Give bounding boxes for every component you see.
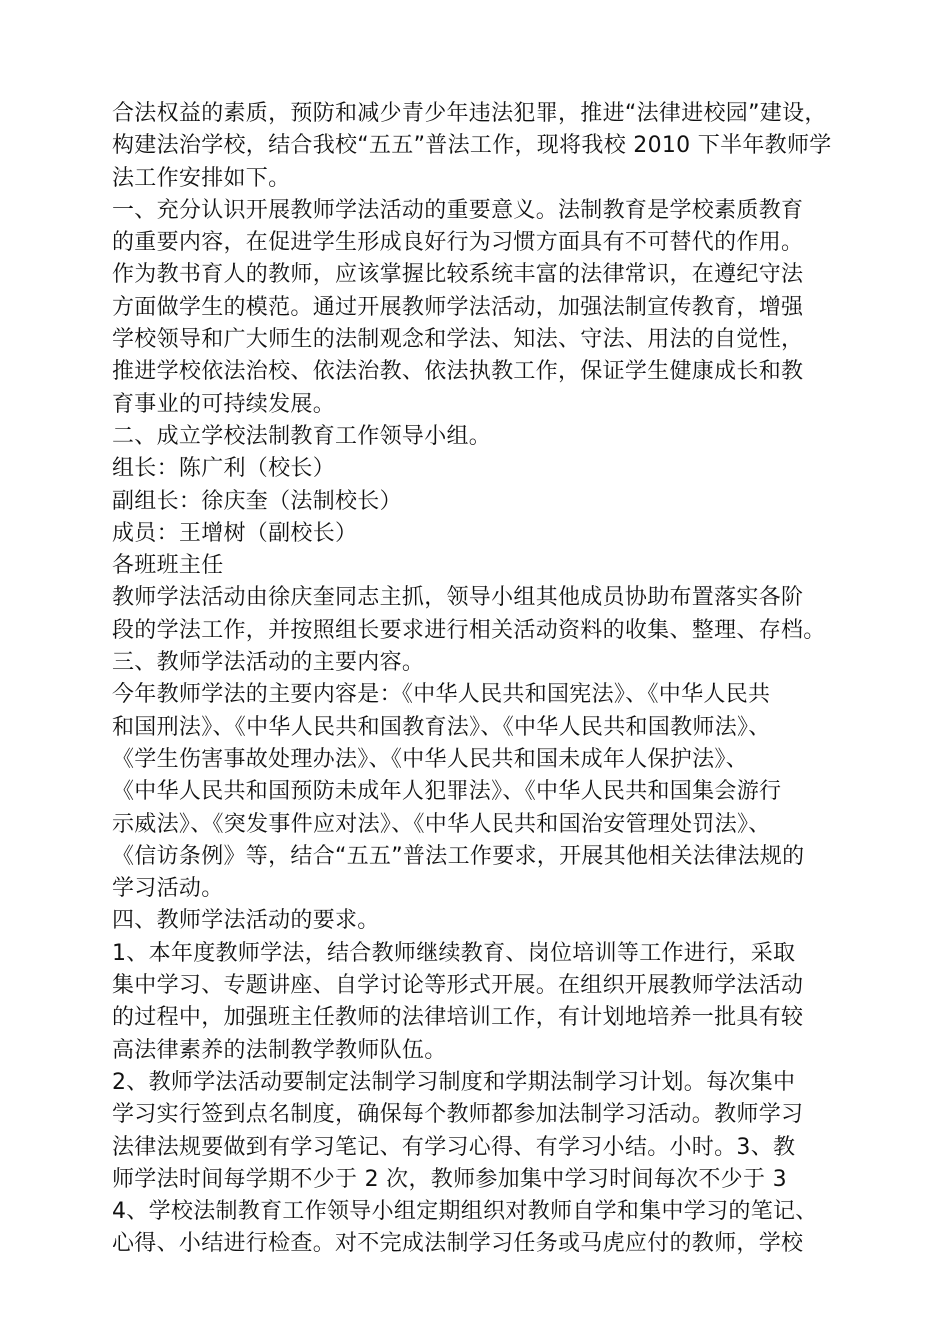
text-line: 方面做学生的模范。通过开展教师学法活动，加强法制宣传教育，增强 [112, 294, 804, 320]
document-body [112, 98, 852, 1261]
text-line: 2、教师学法活动要制定法制学习制度和学期法制学习计划。每次集中 [112, 1069, 796, 1095]
text-line: 法律法规要做到有学习笔记、有学习心得、有学习小结。小时。3、教 [112, 1134, 796, 1160]
text-line: 学校领导和广大师生的法制观念和学法、知法、守法、用法的自觉性， [112, 327, 804, 353]
text-line: 的重要内容，在促进学生形成良好行为习惯方面具有不可替代的作用。 [112, 230, 804, 256]
text-line: 各班班主任 [112, 553, 224, 579]
text-line: 《中华人民共和国预防未成年人犯罪法》、《中华人民共和国集会游行 [112, 779, 782, 805]
text-line: 1、本年度教师学法，结合教师继续教育、岗位培训等工作进行，采取 [112, 940, 796, 966]
text-line: 三、教师学法活动的主要内容。 [112, 650, 425, 676]
text-line: 心得、小结进行检查。对不完成法制学习任务或马虎应付的教师，学校 [112, 1231, 804, 1257]
text-line: 的过程中，加强班主任教师的法律培训工作，有计划地培养一批具有较 [112, 1005, 804, 1031]
text-line: 二、成立学校法制教育工作领导小组。 [112, 423, 492, 449]
text-line: 师学法时间每学期不少于 2 次，教师参加集中学习时间每次不少于 3 [112, 1166, 787, 1192]
text-line: 学习活动。 [112, 876, 224, 902]
text-line: 四、教师学法活动的要求。 [112, 908, 380, 934]
text-line: 《学生伤害事故处理办法》、《中华人民共和国未成年人保护法》、 [112, 746, 749, 772]
text-line: 段的学法工作，并按照组长要求进行相关活动资料的收集、整理、存档。 [112, 617, 826, 643]
text-line: 作为教书育人的教师，应该掌握比较系统丰富的法律常识，在遵纪守法 [112, 262, 804, 288]
text-line: 示威法》、《突发事件应对法》、《中华人民共和国治安管理处罚法》、 [112, 811, 771, 837]
text-line: 合法权益的素质，预防和减少青少年违法犯罪，推进“法律进校园”建设， [112, 101, 827, 126]
text-line: 组长：陈广利（校长） [112, 456, 336, 482]
text-line: 育事业的可持续发展。 [112, 391, 336, 417]
text-line: 教师学法活动由徐庆奎同志主抓，领导小组其他成员协助布置落实各阶 [112, 585, 804, 611]
text-line: 副组长：徐庆奎（法制校长） [112, 488, 402, 514]
text-line: 和国刑法》、《中华人民共和国教育法》、《中华人民共和国教师法》、 [112, 714, 771, 740]
text-line: 高法律素养的法制教学教师队伍。 [112, 1037, 447, 1063]
text-line: 《信访条例》等，结合“五五”普法工作要求，开展其他相关法律法规的 [112, 843, 805, 869]
text-line: 推进学校依法治校、依法治教、依法执教工作，保证学生健康成长和教 [112, 359, 804, 385]
text-line: 4、学校法制教育工作领导小组定期组织对教师自学和集中学习的笔记、 [112, 1199, 818, 1225]
text-line: 一、充分认识开展教师学法活动的重要意义。法制教育是学校素质教育 [112, 197, 804, 223]
text-line: 成员：王增树（副校长） [112, 520, 358, 546]
text-line: 学习实行签到点名制度，确保每个教师都参加法制学习活动。教师学习 [112, 1102, 804, 1128]
text-line: 集中学习、专题讲座、自学讨论等形式开展。在组织开展教师学法活动 [112, 973, 804, 999]
text-line: 法工作安排如下。 [112, 165, 291, 191]
text-line: 构建法治学校，结合我校“五五”普法工作，现将我校 2010 下半年教师学 [112, 133, 832, 159]
text-line: 今年教师学法的主要内容是：《中华人民共和国宪法》、《中华人民共 [112, 682, 771, 708]
